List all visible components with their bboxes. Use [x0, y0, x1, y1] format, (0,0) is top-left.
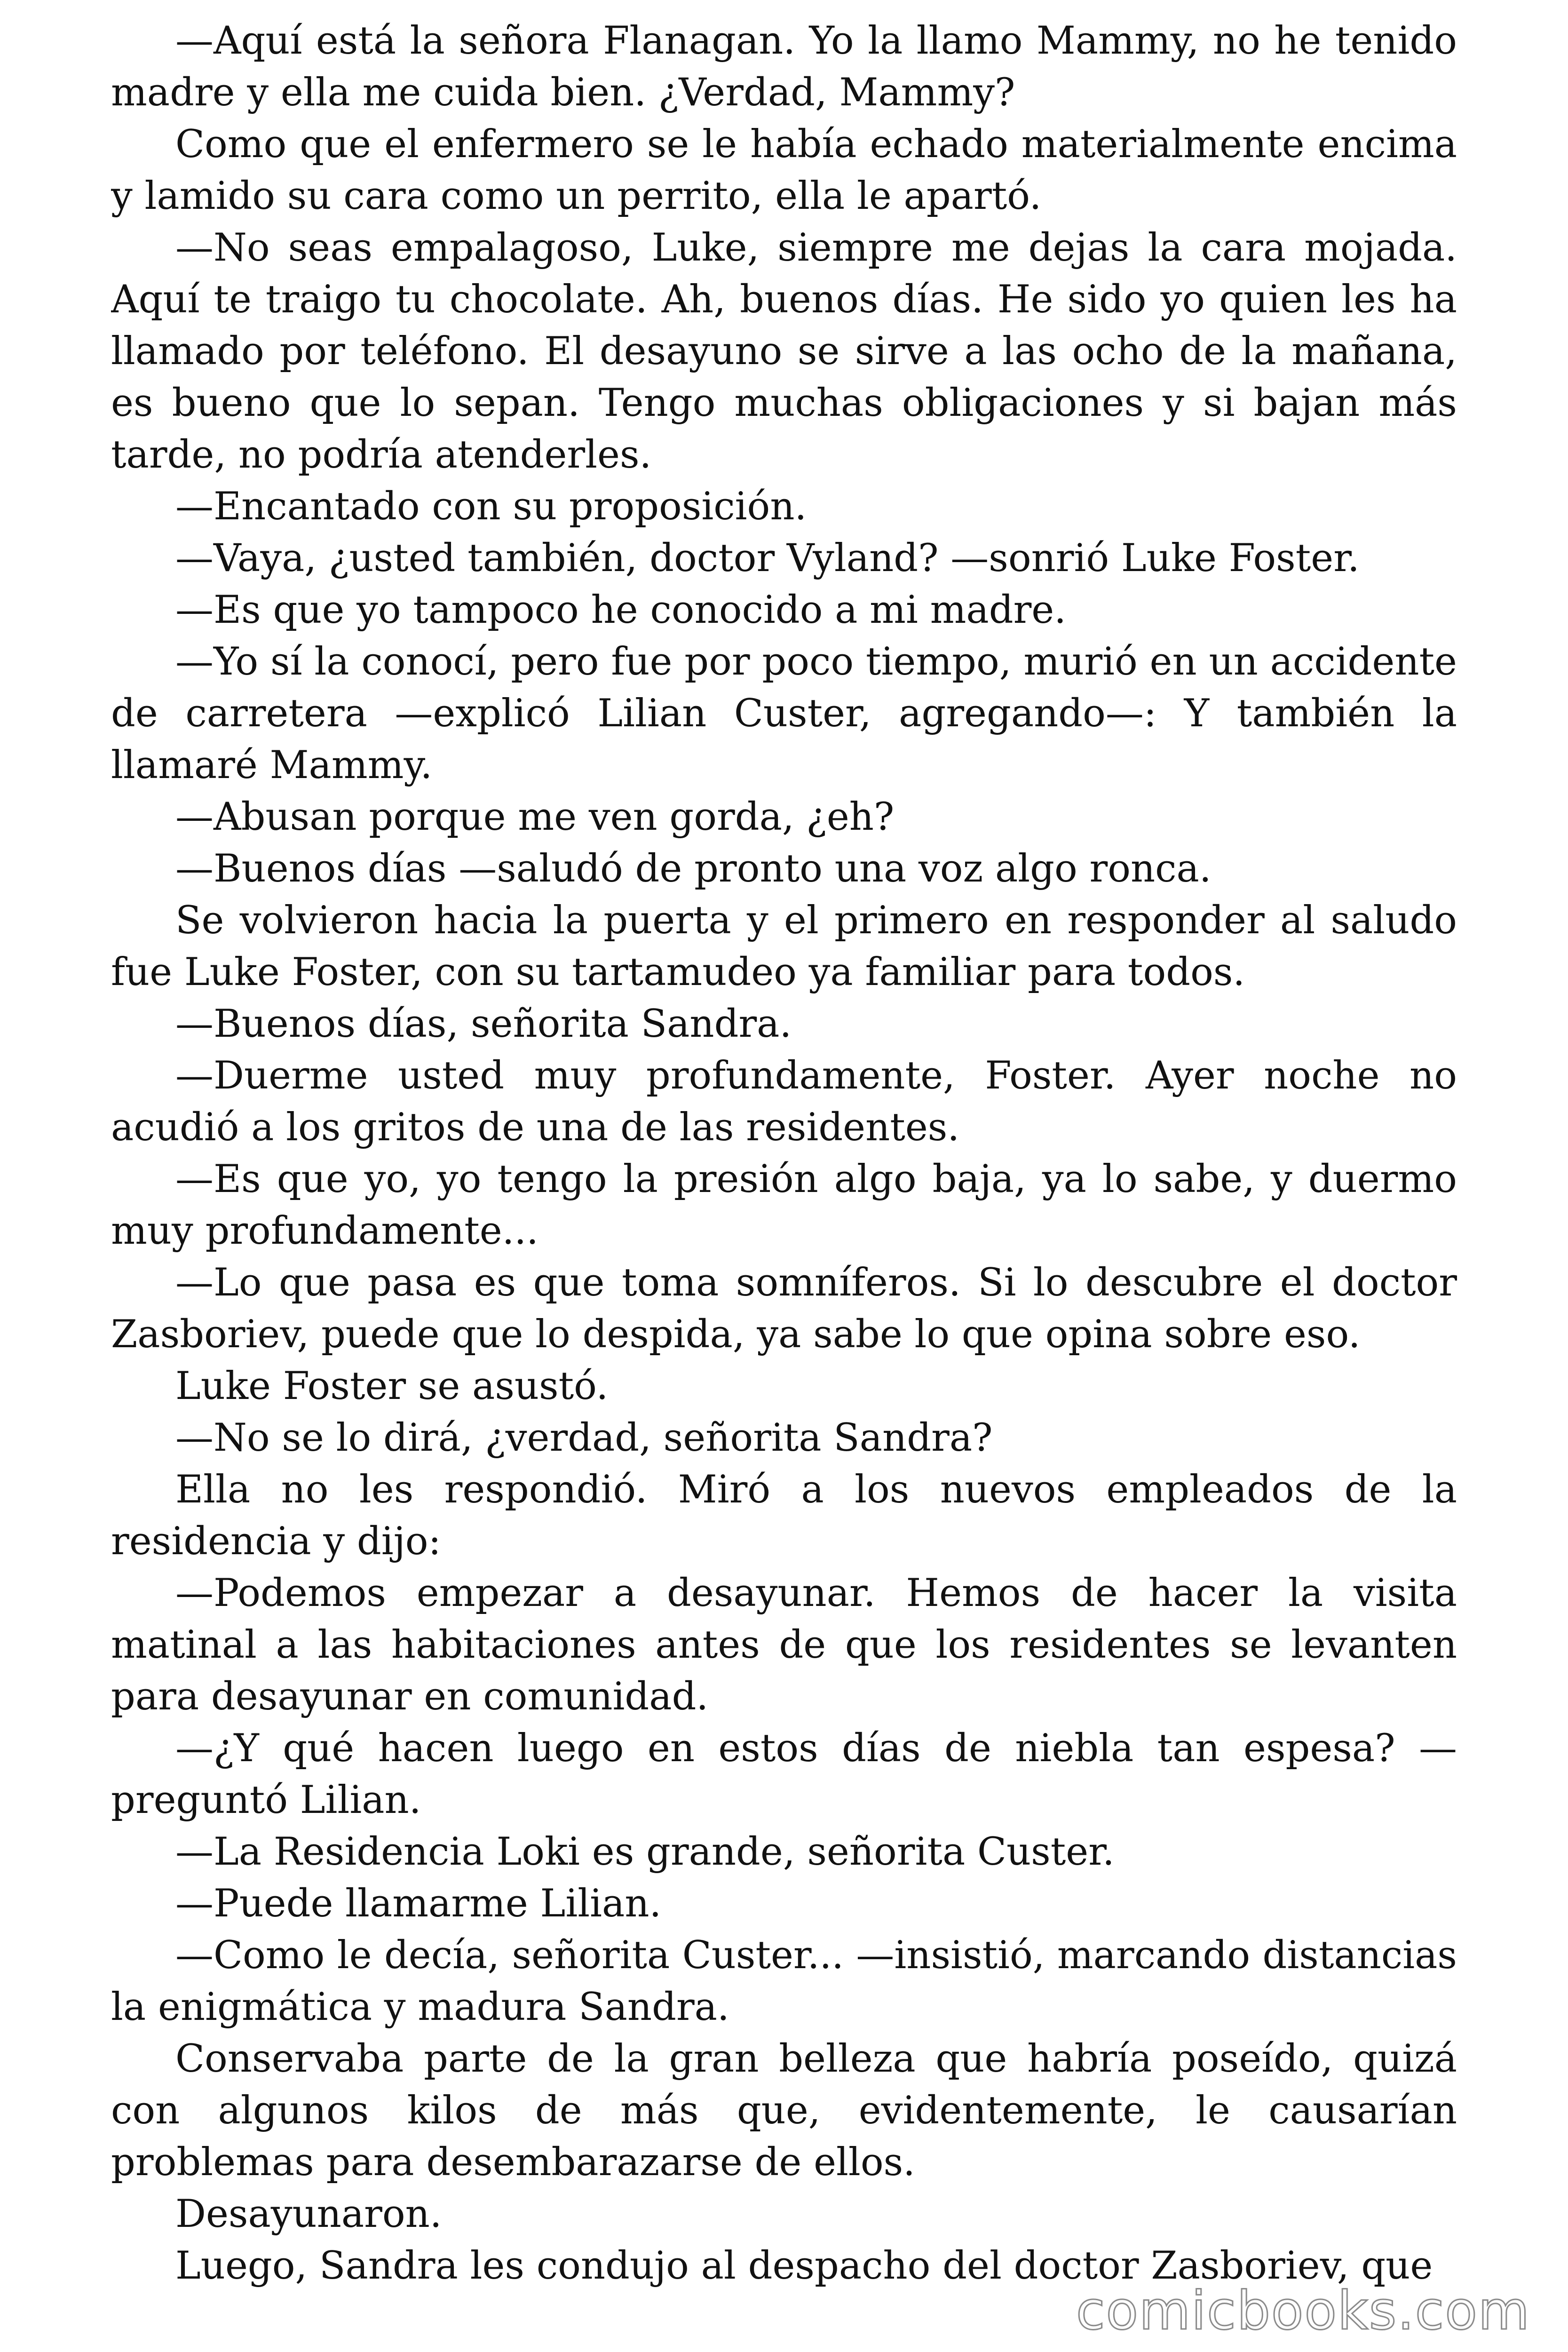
paragraph: —Yo sí la conocí, pero fue por poco tiempo, murió en un accidente de carretera —explicó Lilian Custer, agregando—: Y también la llamaré Mammy. [111, 640, 1457, 787]
paragraph: Luke Foster se asustó. [175, 1364, 609, 1408]
paragraph: —Como le decía, señorita Custer... —insistió, marcando distancias la enigmática y madura Sandra. [111, 1933, 1457, 2029]
paragraph: —Es que yo tampoco he conocido a mi madre. [175, 588, 1066, 632]
paragraph: Se volvieron hacia la puerta y el primero en responder al saludo fue Luke Foster, con su tartamudeo ya familiar para todos. [111, 898, 1457, 994]
paragraph: Conservaba parte de la gran belleza que habría poseído, quizá con algunos kilos de más que, evidentemente, le causarían problemas para desembarazarse de ellos. [111, 2037, 1457, 2185]
paragraph: —Buenos días —saludó de pronto una voz algo ronca. [175, 847, 1212, 891]
paragraph: —La Residencia Loki es grande, señorita Custer. [175, 1830, 1115, 1874]
paragraph: —Duerme usted muy profundamente, Foster. Ayer noche no acudió a los gritos de una de las residentes. [111, 1054, 1457, 1150]
paragraph: —Buenos días, señorita Sandra. [175, 1002, 792, 1046]
paragraph: —Lo que pasa es que toma somníferos. Si lo descubre el doctor Zasboriev, puede que lo despida, ya sabe lo que opina sobre eso. [111, 1261, 1457, 1357]
paragraph: —¿Y qué hacen luego en estos días de niebla tan espesa? —preguntó Lilian. [111, 1726, 1457, 1822]
paragraph: Luego, Sandra les condujo al despacho del doctor Zasboriev, que [175, 2244, 1433, 2288]
paragraph: —Vaya, ¿usted también, doctor Vyland? —sonrió Luke Foster. [175, 536, 1360, 580]
paragraph: Desayunaron. [175, 2192, 442, 2236]
paragraph: —Encantado con su proposición. [175, 485, 807, 529]
paragraph: —No se lo dirá, ¿verdad, señorita Sandra? [175, 1416, 993, 1460]
paragraph: —Es que yo, yo tengo la presión algo baja, ya lo sabe, y duermo muy profundamente... [111, 1157, 1457, 1253]
paragraph: Como que el enfermero se le había echado materialmente encima y lamido su cara como un perrito, ella le apartó. [111, 122, 1457, 218]
paragraph: —Puede llamarme Lilian. [175, 1882, 662, 1926]
paragraph: —Abusan porque me ven gorda, ¿eh? [175, 795, 895, 839]
paragraph: Ella no les respondió. Miró a los nuevos empleados de la residencia y dijo: [111, 1468, 1457, 1564]
paragraph: —Aquí está la señora Flanagan. Yo la llamo Mammy, no he tenido madre y ella me cuida bien. ¿Verdad, Mammy? [111, 19, 1457, 115]
watermark-logo: comicbooks.com [1076, 2280, 1530, 2342]
book-page [111, 15, 1457, 2339]
paragraph: —No seas empalagoso, Luke, siempre me dejas la cara mojada. Aquí te traigo tu chocolate. Ah, buenos días. He sido yo quien les ha llamado por teléfono. El desayuno se sirve a las ocho de la mañana, es bueno que lo sepan. Tengo muchas obligaciones y si bajan más tarde, no podría atenderles. [111, 226, 1457, 477]
paragraph: —Podemos empezar a desayunar. Hemos de hacer la visita matinal a las habitaciones antes de que los residentes se levanten para desayunar en comunidad. [111, 1571, 1457, 1719]
